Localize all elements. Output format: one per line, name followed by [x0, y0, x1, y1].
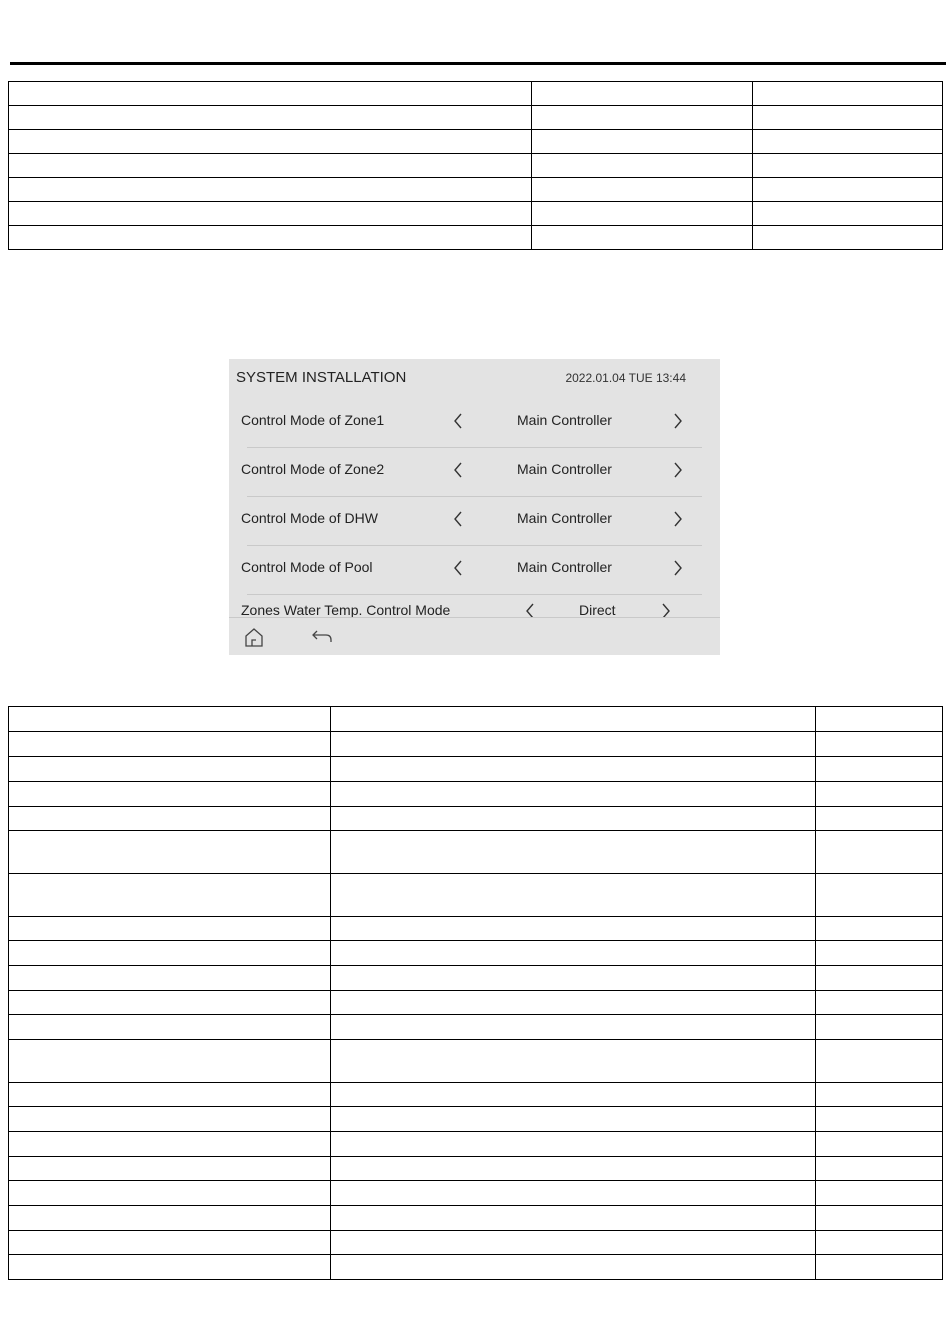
- table-row: [9, 1206, 943, 1231]
- setting-value: Main Controller: [517, 412, 612, 428]
- setting-label: Control Mode of Pool: [241, 559, 373, 575]
- setting-label: Control Mode of DHW: [241, 510, 378, 526]
- table-row: [9, 82, 943, 106]
- table-row: [9, 732, 943, 757]
- table-row: [9, 1157, 943, 1181]
- setting-value: Direct: [579, 602, 616, 617]
- setting-label: Control Mode of Zone2: [241, 461, 385, 477]
- table-row: [9, 831, 943, 874]
- home-icon[interactable]: [244, 626, 264, 648]
- table-row: [9, 991, 943, 1015]
- table-row: [9, 757, 943, 782]
- setting-value: Main Controller: [517, 510, 612, 526]
- setting-label: Zones Water Temp. Control Mode: [241, 602, 451, 617]
- screen-title: SYSTEM INSTALLATION: [236, 369, 407, 386]
- table-row: [9, 1132, 943, 1157]
- chevron-right-icon[interactable]: [671, 412, 685, 430]
- header-rule: [10, 62, 946, 65]
- table-row: [9, 1255, 943, 1280]
- table-row: [9, 1107, 943, 1132]
- chevron-left-icon[interactable]: [451, 510, 465, 528]
- setting-value: Main Controller: [517, 461, 612, 477]
- table-row: [9, 707, 943, 732]
- table-row: [9, 966, 943, 991]
- table-row: [9, 226, 943, 250]
- chevron-left-icon[interactable]: [523, 602, 537, 617]
- table-row: [9, 874, 943, 917]
- chevron-left-icon[interactable]: [451, 412, 465, 430]
- chevron-right-icon[interactable]: [659, 602, 673, 617]
- table-row: [9, 807, 943, 831]
- chevron-left-icon[interactable]: [451, 461, 465, 479]
- table-row: [9, 1040, 943, 1083]
- table-row: [9, 202, 943, 226]
- screen-datetime: 2022.01.04 TUE 13:44: [565, 371, 686, 385]
- setting-value: Main Controller: [517, 559, 612, 575]
- table-row: [9, 106, 943, 130]
- table-row: [9, 1231, 943, 1255]
- top-table: [8, 81, 943, 250]
- setting-row-dhw-control-mode: [229, 497, 720, 546]
- table-row: [9, 1181, 943, 1206]
- system-installation-screen: [229, 359, 720, 655]
- table-row: [9, 130, 943, 154]
- setting-label: Control Mode of Zone1: [241, 412, 385, 428]
- chevron-right-icon[interactable]: [671, 559, 685, 577]
- setting-row-zones-water-temp-control-mode: [229, 595, 720, 617]
- setting-row-zone1-control-mode: [229, 399, 720, 448]
- bottom-table: [8, 706, 943, 1280]
- chevron-left-icon[interactable]: [451, 559, 465, 577]
- setting-row-pool-control-mode: [229, 546, 720, 595]
- table-row: [9, 941, 943, 966]
- chevron-right-icon[interactable]: [671, 510, 685, 528]
- table-row: [9, 154, 943, 178]
- table-row: [9, 782, 943, 807]
- settings-list[interactable]: [229, 399, 720, 617]
- back-arrow-icon[interactable]: [311, 627, 333, 645]
- table-row: [9, 178, 943, 202]
- bottom-nav-bar: [229, 617, 720, 655]
- setting-row-zone2-control-mode: [229, 448, 720, 497]
- table-row: [9, 917, 943, 941]
- chevron-right-icon[interactable]: [671, 461, 685, 479]
- table-row: [9, 1015, 943, 1040]
- table-row: [9, 1083, 943, 1107]
